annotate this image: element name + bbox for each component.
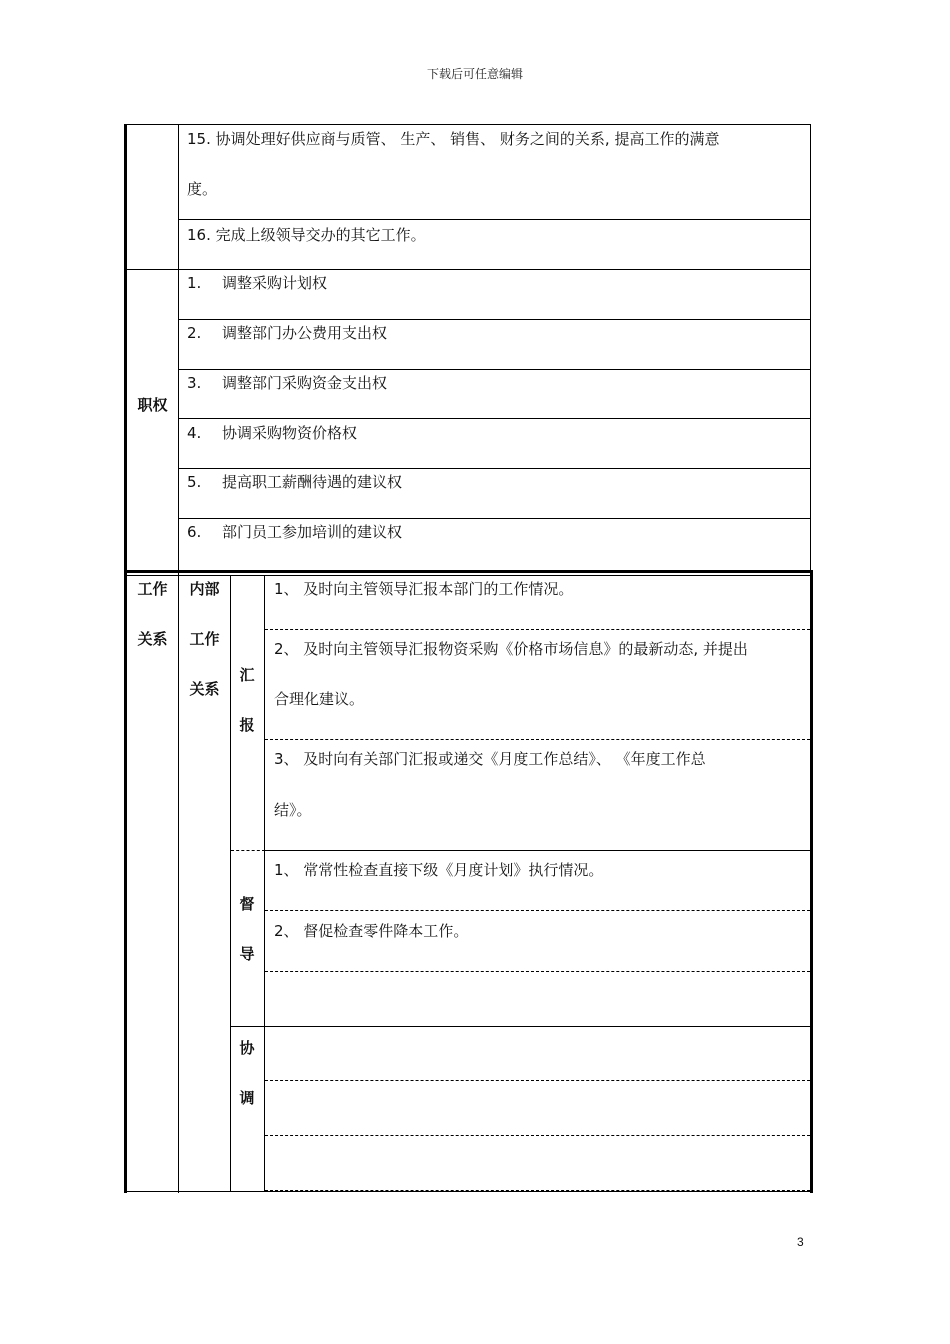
supervise-item-text: 2、 督促检查零件降本工作。: [274, 922, 469, 940]
supervise-label-char1: 督: [239, 895, 255, 913]
duty-text-cont: 度。: [187, 180, 218, 198]
authority-label: 职权: [137, 396, 168, 414]
report-label-char1: 汇: [239, 666, 255, 684]
authority-item-text: 调整部门办公费用支出权: [222, 324, 388, 342]
duty-text: 15. 协调处理好供应商与质管、 生产、 销售、 财务之间的关系, 提高工作的满意: [187, 130, 720, 148]
authority-item-num: 3.: [187, 374, 202, 392]
report-item-text: 2、 及时向主管领导汇报物资采购《价格市场信息》的最新动态, 并提出: [274, 640, 748, 658]
work-relations-label-line2: 关系: [137, 630, 168, 648]
report-label-char2: 报: [239, 716, 255, 734]
authority-item-num: 1.: [187, 274, 202, 292]
report-item-text: 1、 及时向主管领导汇报本部门的工作情况。: [274, 580, 574, 598]
authority-item-text: 部门员工参加培训的建议权: [222, 523, 403, 541]
supervise-item-text: 1、 常常性检查直接下级《月度计划》执行情况。: [274, 861, 604, 879]
work-relations-label-line1: 工作: [137, 580, 168, 598]
page-header: 下载后可任意编辑: [426, 67, 523, 81]
supervise-label-char2: 导: [239, 945, 255, 963]
coordinate-label-char2: 调: [239, 1089, 255, 1107]
authority-item-text: 协调采购物资价格权: [222, 424, 358, 442]
authority-item-text: 调整部门采购资金支出权: [222, 374, 388, 392]
report-item-text: 3、 及时向有关部门汇报或递交《月度工作总结》、 《年度工作总: [274, 750, 706, 768]
report-item-text-cont: 结》。: [274, 801, 312, 819]
authority-item-num: 4.: [187, 424, 202, 442]
internal-label-line3: 关系: [189, 680, 220, 698]
page-number: 3: [797, 1235, 804, 1249]
coordinate-label-char1: 协: [239, 1039, 255, 1057]
authority-item-text: 调整采购计划权: [222, 274, 328, 292]
authority-item-num: 5.: [187, 473, 202, 491]
authority-item-text: 提高职工薪酬待遇的建议权: [222, 473, 403, 491]
internal-label-line2: 工作: [189, 630, 220, 648]
authority-item-num: 6.: [187, 523, 202, 541]
report-item-text-cont: 合理化建议。: [274, 690, 365, 708]
duty-text: 16. 完成上级领导交办的其它工作。: [187, 226, 426, 244]
internal-label-line1: 内部: [189, 580, 220, 598]
authority-item-num: 2.: [187, 324, 202, 342]
